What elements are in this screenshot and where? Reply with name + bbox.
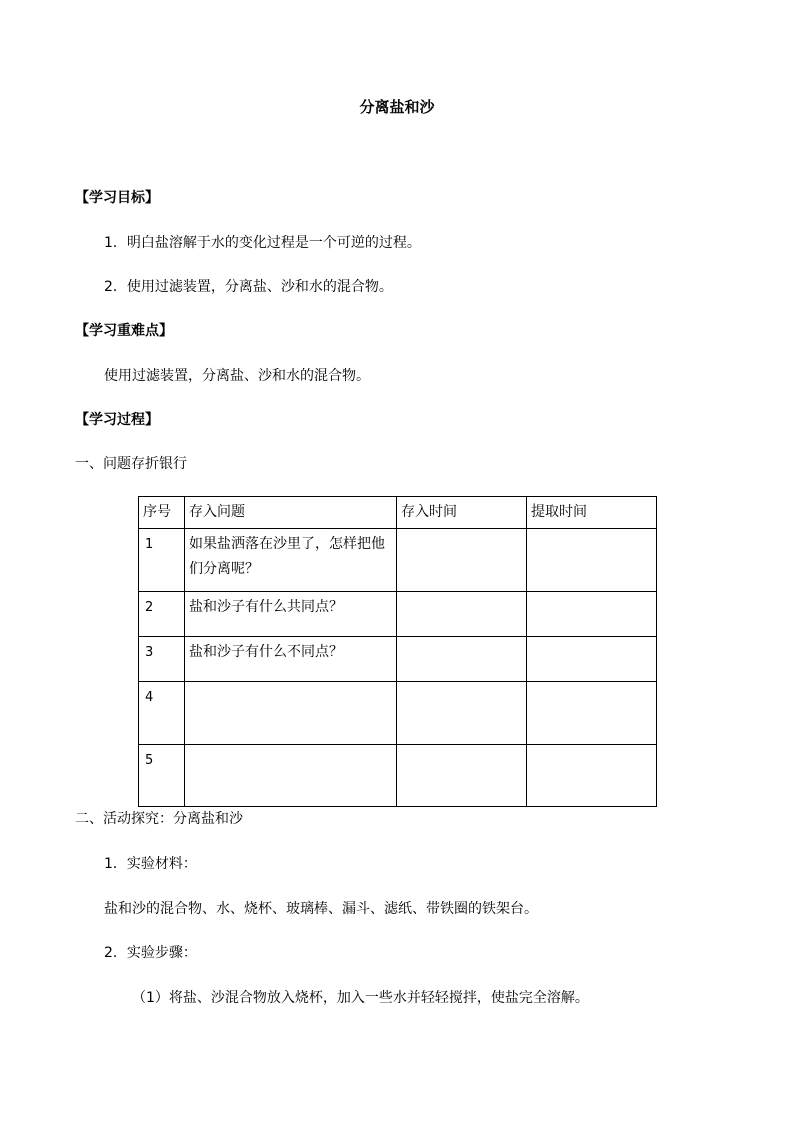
table-row <box>139 745 657 807</box>
row-withdraw-time <box>527 637 657 682</box>
header-cell-withdraw-time: 提取时间 <box>527 497 657 529</box>
row-deposit-time <box>397 637 527 682</box>
materials-text: 盐和沙的混合物、水、烧杯、玻璃棒、漏斗、滤纸、带铁圈的铁架台。 <box>104 901 538 917</box>
row-question: 盐和沙子有什么不同点？ <box>185 637 397 682</box>
row-question <box>185 745 397 807</box>
header-cell-question: 存入问题 <box>185 497 397 529</box>
row-withdraw-time <box>527 592 657 637</box>
steps-label: 2．实验步骤： <box>104 945 197 961</box>
row-deposit-time <box>397 529 527 592</box>
row-withdraw-time <box>527 682 657 745</box>
header-cell-deposit-time: 存入时间 <box>397 497 527 529</box>
row-deposit-time <box>397 682 527 745</box>
row-number: 2 <box>139 592 185 637</box>
table-row <box>139 682 657 745</box>
question-bank-table <box>138 496 657 807</box>
step-1: （1）将盐、沙混合物放入烧杯，加入一些水并轻轻搅拌，使盐完全溶解。 <box>132 990 589 1006</box>
row-withdraw-time <box>527 745 657 807</box>
row-number: 5 <box>139 745 185 807</box>
row-number: 1 <box>139 529 185 592</box>
table-row <box>139 592 657 637</box>
materials-label: 1．实验材料： <box>104 856 197 872</box>
table-row <box>139 637 657 682</box>
row-question: 盐和沙子有什么共同点？ <box>185 592 397 637</box>
row-withdraw-time <box>527 529 657 592</box>
row-number: 3 <box>139 637 185 682</box>
goal-item-1: 1．明白盐溶解于水的变化过程是一个可逆的过程。 <box>104 235 421 251</box>
row-question: 如果盐洒落在沙里了，怎样把他们分离呢？ <box>185 529 397 592</box>
key-points-heading: 【学习重难点】 <box>75 323 173 339</box>
section2-heading: 二、活动探究：分离盐和沙 <box>75 811 243 827</box>
row-question <box>185 682 397 745</box>
row-deposit-time <box>397 592 527 637</box>
goal-item-2: 2．使用过滤装置，分离盐、沙和水的混合物。 <box>104 279 393 295</box>
section1-heading: 一、问题存折银行 <box>75 456 187 472</box>
key-points-text: 使用过滤装置，分离盐、沙和水的混合物。 <box>104 368 370 384</box>
header-cell-num: 序号 <box>139 497 185 529</box>
row-number: 4 <box>139 682 185 745</box>
document-title: 分离盐和沙 <box>359 98 435 116</box>
table-row <box>139 529 657 592</box>
row-deposit-time <box>397 745 527 807</box>
goals-heading: 【学习目标】 <box>75 190 159 206</box>
process-heading: 【学习过程】 <box>75 412 159 428</box>
table-header-row <box>139 497 657 529</box>
